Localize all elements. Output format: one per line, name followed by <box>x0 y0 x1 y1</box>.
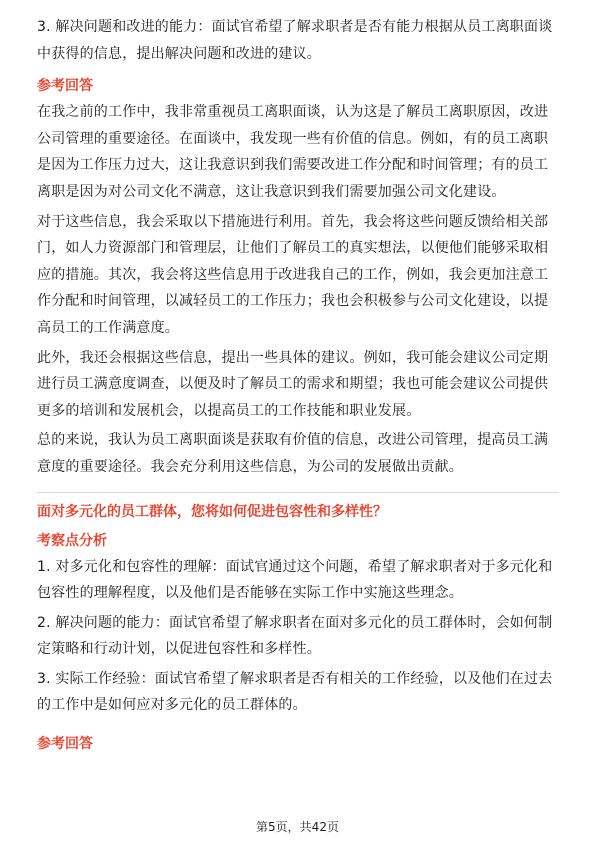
page-number: 第5页，共42页 <box>256 820 339 834</box>
analysis-item-2: 2. 解决问题的能力：面试官希望了解求职者在面对多元化的员工群体时，会如何制定策略和行动计划，以促进包容性和多样性。 <box>37 614 553 658</box>
section1-item-3: 3. 解决问题和改进的能力：面试官希望了解求职者是否有能力根据从员工离职面谈中获得的信息，提出解决问题和改进的建议。 <box>37 19 553 62</box>
document-page <box>37 14 559 757</box>
section2-question: 面对多元化的员工群体，您将如何促进包容性和多样性？ <box>37 503 387 520</box>
analysis-item-1: 1. 对多元化和包容性的理解：面试官通过这个问题，希望了解求职者对于多元化和包容性的理解程度，以及他们是否能够在实际工作中实施这些理念。 <box>37 558 553 602</box>
answer-paragraph-2: 对于这些信息，我会采取以下措施进行利用。首先，我会将这些问题反馈给相关部门，如人力资源部门和管理层，让他们了解员工的真实想法，以便他们能够采取相应的措施。其次，我会将这些信息用于改进我自己的工作，例如，我会更加注意工作分配和时间管理，以减轻员工的工作压力；我也会积极参与公司文化建设，以提高员工的工作满意度。 <box>37 213 549 336</box>
answer-paragraph-4: 总的来说，我认为员工离职面谈是获取有价值的信息，改进公司管理，提高员工满意度的重要途径。我会充分利用这些信息，为公司的发展做出贡献。 <box>37 432 549 475</box>
section2-answer-heading: 参考回答 <box>37 736 93 753</box>
answer-paragraph-3: 此外，我还会根据这些信息，提出一些具体的建议。例如，我可能会建议公司定期进行员工满意度调查，以便及时了解员工的需求和期望；我也可能会建议公司提供更多的培训和发展机会，以提高员工的工作技能和职业发展。 <box>37 349 549 419</box>
analysis-item-3: 3. 实际工作经验：面试官希望了解求职者是否有相关的工作经验，以及他们在过去的工作中是如何应对多元化的员工群体的。 <box>37 670 553 714</box>
section1-answer-heading: 参考回答 <box>37 78 93 95</box>
answer-paragraph-1: 在我之前的工作中，我非常重视员工离职面谈，认为这是了解员工离职原因，改进公司管理的重要途径。在面谈中，我发现一些有价值的信息。例如，有的员工离职是因为工作压力过大，这让我意识到我们需要改进工作分配和时间管理；有的员工离职是因为对公司文化不满意，这让我意识到我们需要加强公司文化建设。 <box>37 104 549 200</box>
section2-analysis-heading: 考察点分析 <box>37 532 107 549</box>
section-divider <box>37 492 559 493</box>
